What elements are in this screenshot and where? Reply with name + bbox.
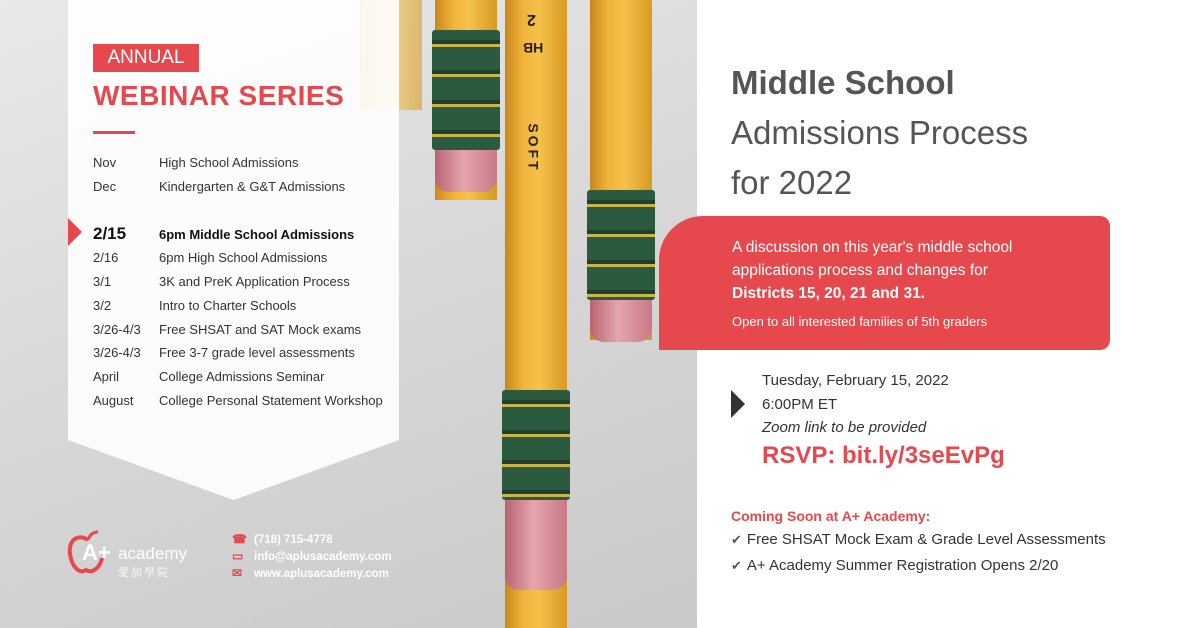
headline-line2: Admissions Process (731, 114, 1029, 151)
divider (93, 131, 135, 134)
aplus-academy-logo (66, 528, 206, 584)
envelope-icon: ✉ (232, 566, 243, 580)
description-box (659, 216, 1110, 350)
rsvp-link[interactable]: RSVP: bit.ly/3seEvPg (762, 442, 1005, 469)
event-arrow-icon (731, 390, 745, 418)
logo-chinese: 愛加學院 (118, 567, 170, 579)
checkmark-icon: ✔ (731, 558, 742, 573)
webinar-series-title: WEBINAR SERIES (93, 80, 345, 111)
districts-line: Districts 15, 20, 21 and 31. (732, 285, 925, 302)
annual-badge: ANNUAL (93, 44, 199, 72)
event-date: Tuesday, February 15, 2022 (762, 372, 949, 389)
coming-soon-item: ✔ A+ Academy Summer Registration Opens 2/20 (731, 557, 1059, 574)
coming-soon-item: ✔ Free SHSAT Mock Exam & Grade Level Assessments (731, 531, 1106, 548)
current-event-arrow-icon (68, 218, 82, 246)
logo-word: academy (118, 544, 187, 563)
event-time: 6:00PM ET (762, 396, 838, 413)
computer-icon: ▭ (232, 549, 244, 563)
coming-soon-title: Coming Soon at A+ Academy: (731, 508, 931, 524)
checkmark-icon: ✔ (731, 532, 742, 547)
logo-mark: A+ (82, 540, 111, 565)
contact-email[interactable]: ▭ info@aplusacademy.com (232, 549, 392, 563)
headline-line1: Middle School (731, 64, 955, 101)
contact-web[interactable]: ✉ www.aplusacademy.com (232, 566, 389, 580)
phone-icon: ☎ (232, 532, 247, 546)
description-line: applications process and changes for (732, 262, 988, 279)
event-zoom-note: Zoom link to be provided (762, 419, 927, 436)
audience-line: Open to all interested families of 5th graders (732, 314, 988, 329)
description-line: A discussion on this year's middle school (732, 239, 1013, 256)
contact-phone: ☎ (718) 715-4778 (232, 532, 333, 546)
headline-line3: for 2022 (731, 164, 853, 201)
pencil-3 (590, 0, 652, 340)
pencil-1 (435, 0, 497, 200)
pencil-2: 2 HB SOFT (505, 0, 567, 628)
